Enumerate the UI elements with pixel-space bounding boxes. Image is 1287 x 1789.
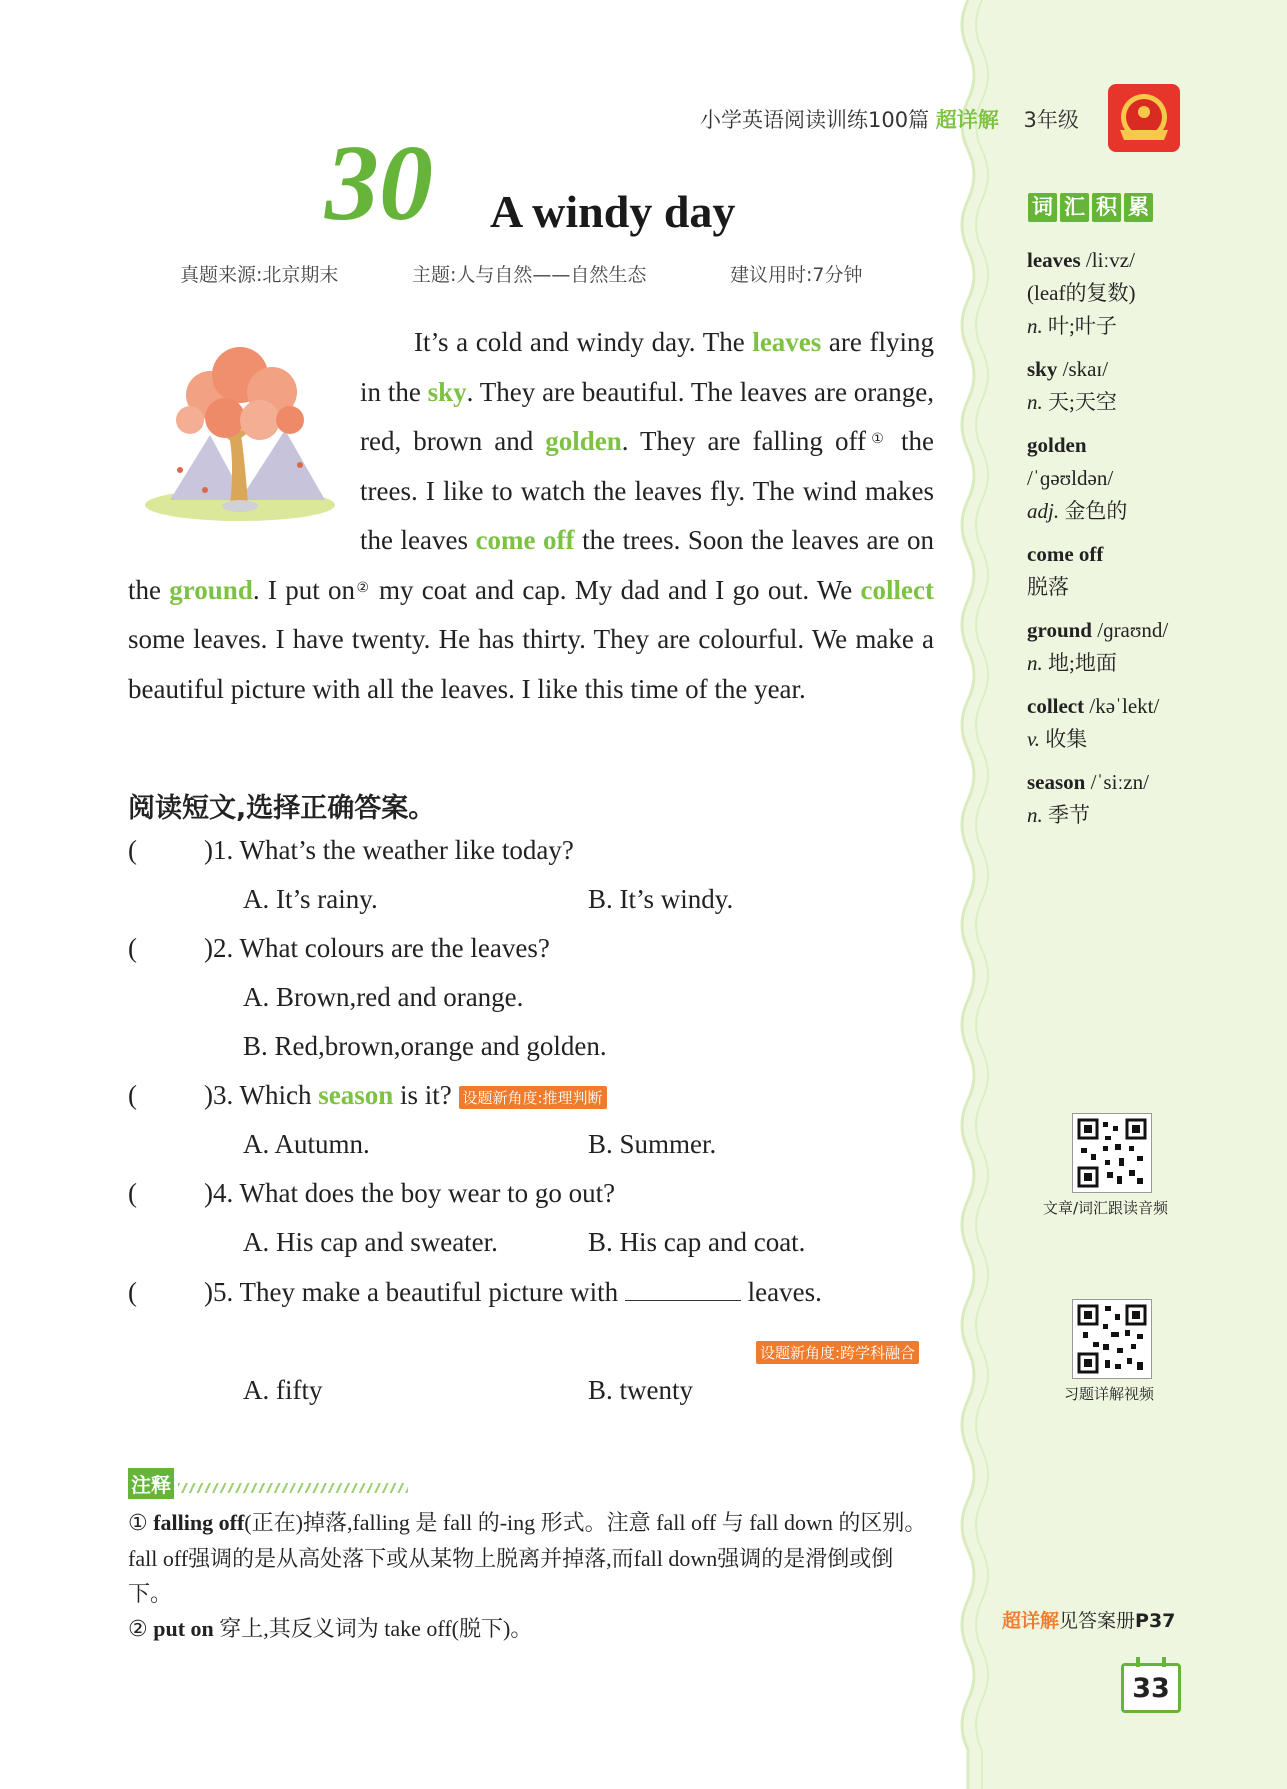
vocab-entry: collect /kəˈlekt/ v. 收集 <box>1027 694 1160 751</box>
meta-source: 真题来源:北京期末 <box>180 264 339 286</box>
qr-code-audio-icon[interactable] <box>1072 1113 1152 1193</box>
note-1: ① falling off(正在)掉落,falling 是 fall 的-ing 形式。注意 fall off 与 fall down 的区别。fall off强调的是从高处落下或从某物上脱离并掉落,而fall down强调的是滑倒或倒下。 <box>128 1510 927 1606</box>
q4-option-b[interactable]: B. His cap and coat. <box>588 1227 806 1257</box>
reading-passage: It’s a cold and windy day. The leaves are flying in the sky. They are beautiful. The leaves are orange, red, brown and golden. They are falling off① the trees. I like to watch the leaves fly. The wind makes the leaves come off the trees. Soon the leaves are on the ground. I put on② my coat and cap. My dad and I go out. We collect some leaves. I have twenty. He has thirty. They are colourful. We make a beautiful picture with all the leaves. I like this time of the year. <box>128 327 934 704</box>
vocab-highlight: season <box>318 1080 394 1110</box>
publisher-logo-icon <box>1108 84 1180 152</box>
question-instruction: 阅读短文,选择正确答案。 <box>128 793 436 824</box>
vocab-highlight: leaves <box>752 327 822 357</box>
footnote-marker: ① <box>865 431 889 447</box>
vocab-entry: come off 脱落 <box>1027 542 1104 599</box>
question-tag: 设题新角度:跨学科融合 <box>756 1341 919 1364</box>
q3-option-b[interactable]: B. Summer. <box>588 1129 717 1159</box>
book-title: 小学英语阅读训练100篇 <box>700 108 930 132</box>
q1-option-a[interactable]: A. It’s rainy. <box>243 884 378 914</box>
q5-option-a[interactable]: A. fifty <box>243 1375 323 1405</box>
q5-option-b[interactable]: B. twenty <box>588 1375 693 1405</box>
vocab-highlight: sky <box>427 376 467 407</box>
vocab-highlight: ground <box>169 574 253 605</box>
book-header <box>700 104 1079 134</box>
qr-code-video-icon[interactable] <box>1072 1299 1152 1379</box>
q1-option-b[interactable]: B. It’s windy. <box>588 884 734 914</box>
q4-option-a[interactable]: A. His cap and sweater. <box>243 1227 498 1257</box>
vocab-list <box>1027 244 1277 842</box>
lesson-meta <box>180 260 863 287</box>
footnote-marker: ② <box>355 579 371 596</box>
question-5: ( )5. They make a beautiful picture with leaves. <box>128 1277 822 1307</box>
question-3: ( )3. Which season is it? 设题新角度:推理判断 <box>128 1080 607 1111</box>
vocab-entry: sky /skaɪ/ n. 天;天空 <box>1027 357 1117 414</box>
answer-reference: 超详解见答案册P37 <box>1002 1610 1176 1632</box>
qr-video-label: 习题详解视频 <box>1064 1385 1155 1403</box>
meta-theme: 主题:人与自然——自然生态 <box>412 264 647 286</box>
answer-blank[interactable] <box>625 1276 741 1301</box>
vocab-entry: season /ˈsiːzn/ n. 季节 <box>1027 770 1149 827</box>
q2-option-a[interactable]: A. Brown,red and orange. <box>243 982 524 1012</box>
note-2: ② put on 穿上,其反义词为 take off(脱下)。 <box>128 1616 533 1642</box>
notes-heading: 注释 <box>128 1468 408 1499</box>
question-1: ( )1. What’s the weather like today? <box>128 835 574 865</box>
vocab-heading: 词 汇 积 累 <box>1028 193 1156 222</box>
vocab-entry: leaves /liːvz/ (leaf的复数) n. 叶;叶子 <box>1027 248 1136 338</box>
q5-tag-row <box>756 1335 919 1366</box>
lesson-title: A windy day <box>490 186 736 237</box>
vocab-entry: golden /ˈɡəʊldən/ adj. 金色的 <box>1027 433 1128 523</box>
vocab-highlight: collect <box>860 574 934 605</box>
book-edition: 超详解 <box>935 108 999 132</box>
question-tag: 设题新角度:推理判断 <box>459 1086 607 1109</box>
qr-audio-label: 文章/词汇跟读音频 <box>1043 1199 1169 1217</box>
meta-time: 建议用时:7分钟 <box>730 264 863 286</box>
vocab-highlight: golden <box>545 426 622 456</box>
question-4: ( )4. What does the boy wear to go out? <box>128 1178 616 1208</box>
page-number: 33 <box>1121 1663 1181 1713</box>
question-2: ( )2. What colours are the leaves? <box>128 933 550 963</box>
vocab-entry: ground /ɡraʊnd/ n. 地;地面 <box>1027 618 1169 675</box>
q2-option-b[interactable]: B. Red,brown,orange and golden. <box>243 1031 607 1061</box>
q3-option-a[interactable]: A. Autumn. <box>243 1129 370 1159</box>
grade-label: 3年级 <box>1023 108 1079 132</box>
lesson-number: 30 <box>325 124 433 243</box>
vocab-highlight: come off <box>475 525 575 555</box>
